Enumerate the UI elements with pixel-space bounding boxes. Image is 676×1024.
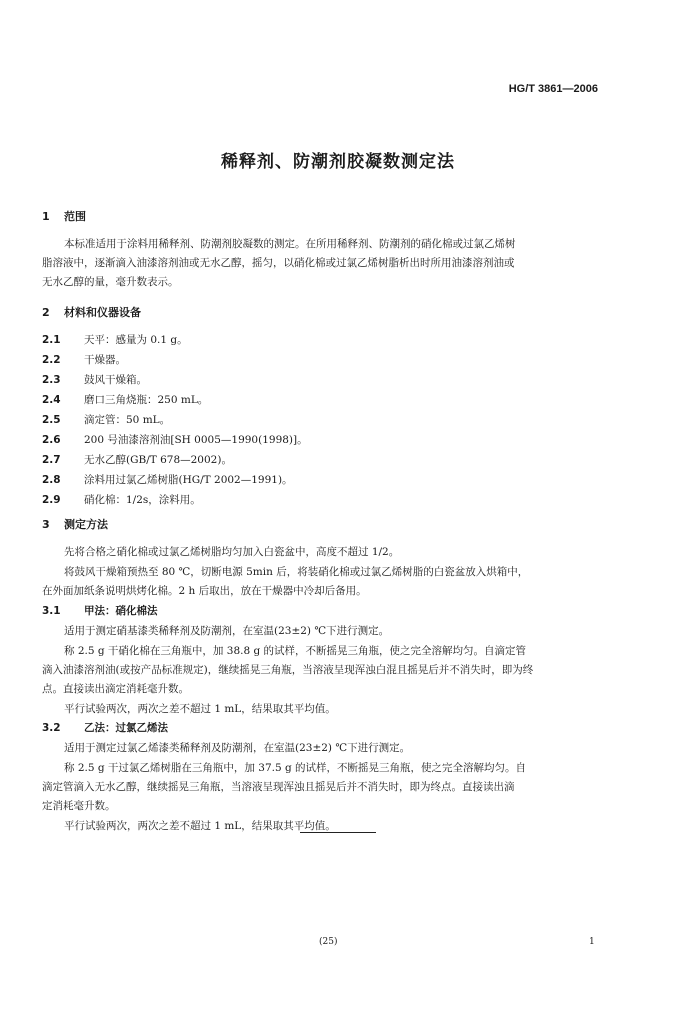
item-text: 干燥器。 [84, 354, 126, 366]
item-number: 2.1 [42, 334, 61, 346]
subsection-3-1-heading [42, 603, 158, 618]
list-item [42, 492, 201, 507]
subsection-3-2-heading [42, 720, 168, 735]
section-title: 测定方法 [64, 518, 108, 531]
list-item [42, 332, 188, 347]
item-number: 2.9 [42, 494, 61, 506]
item-number: 2.2 [42, 354, 61, 366]
item-number: 2.6 [42, 434, 61, 446]
section-number: 3 [42, 518, 50, 531]
item-text: 无水乙醇(GB/T 678—2002)。 [84, 454, 232, 466]
paragraph-line: 本标准适用于涂料用稀释剂、防潮剂胶凝数的测定。在所用稀释剂、防潮剂的硝化棉或过氯乙烯树 [64, 238, 516, 250]
list-item [42, 432, 308, 447]
standard-number: HG/T 3861—2006 [508, 83, 598, 95]
item-text: 滴定管：50 mL。 [84, 414, 171, 426]
item-number: 2.5 [42, 414, 61, 426]
paragraph-line: 滴定管滴入无水乙醇，继续摇晃三角瓶，当溶液呈现浑浊且摇晃后并不消失时，即为终点。直接读出滴 [42, 781, 515, 793]
section-number: 1 [42, 210, 50, 223]
subsection-title: 甲法：硝化棉法 [84, 605, 158, 617]
paragraph-line: 适用于测定过氯乙烯漆类稀释剂及防潮剂，在室温(23±2) ℃下进行测定。 [64, 742, 411, 754]
subsection-title: 乙法：过氯乙烯法 [84, 722, 168, 734]
item-number: 2.7 [42, 454, 61, 466]
item-text: 200 号油漆溶剂油[SH 0005—1990(1998)]。 [84, 434, 308, 446]
list-item [42, 452, 232, 467]
paragraph-line: 适用于测定硝基漆类稀释剂及防潮剂，在室温(23±2) ℃下进行测定。 [64, 625, 390, 637]
paragraph-line: 将鼓风干燥箱预热至 80 ℃，切断电源 5min 后，将装硝化棉或过氯乙烯树脂的白瓷盆放入烘箱中， [64, 566, 529, 578]
section-title: 材料和仪器设备 [64, 306, 141, 319]
paragraph-line: 定消耗毫升数。 [42, 800, 116, 812]
list-item [42, 352, 126, 367]
section-number: 2 [42, 306, 50, 319]
subsection-number: 3.1 [42, 605, 61, 617]
item-text: 硝化棉：1/2s，涂料用。 [84, 494, 201, 506]
paragraph-line: 平行试验两次，两次之差不超过 1 mL，结果取其平均值。 [64, 820, 336, 832]
item-number: 2.8 [42, 474, 61, 486]
paragraph-line: 滴入油漆溶剂油(或按产品标准规定)，继续摇晃三角瓶，当溶液呈现浑浊白混且摇晃后并不消失时，即为终 [42, 664, 534, 676]
list-item [42, 472, 293, 487]
item-number: 2.4 [42, 394, 61, 406]
section-2-heading [42, 304, 141, 320]
footer-code: (25) [319, 937, 338, 947]
paragraph-line: 称 2.5 g 干过氯乙烯树脂在三角瓶中，加 37.5 g 的试样，不断摇晃三角瓶，使之完全溶解均匀。自 [64, 762, 527, 774]
paragraph-line: 称 2.5 g 干硝化棉在三角瓶中，加 38.8 g 的试样，不断摇晃三角瓶，使之完全溶解均匀。自滴定管 [64, 645, 527, 657]
paragraph-line: 在外面加纸条说明烘烤化棉。2 h 后取出，放在干燥器中冷却后备用。 [42, 585, 367, 597]
list-item [42, 412, 170, 427]
item-text: 鼓风干燥箱。 [84, 374, 147, 386]
paragraph-line: 先将合格之硝化棉或过氯乙烯树脂均匀加入白瓷盆中，高度不超过 1/2。 [64, 546, 400, 558]
paragraph-line: 脂溶液中，逐渐滴入油漆溶剂油或无水乙醇，摇匀，以硝化棉或过氯乙烯树脂析出时所用油漆溶剂油或 [42, 257, 515, 269]
item-text: 磨口三角烧瓶：250 mL。 [84, 394, 209, 406]
paragraph-line: 平行试验两次，两次之差不超过 1 mL，结果取其平均值。 [64, 703, 336, 715]
item-text: 涂料用过氯乙烯树脂(HG/T 2002—1991)。 [84, 474, 293, 486]
page-number: 1 [589, 937, 595, 947]
paragraph-line: 无水乙醇的量，毫升数表示。 [42, 276, 179, 288]
list-item [42, 392, 208, 407]
section-3-heading [42, 516, 108, 532]
item-text: 天平：感量为 0.1 g。 [84, 334, 188, 346]
list-item [42, 372, 147, 387]
end-rule [300, 832, 376, 833]
section-1-heading [42, 208, 86, 224]
subsection-number: 3.2 [42, 722, 61, 734]
item-number: 2.3 [42, 374, 61, 386]
page-title: 稀释剂、防潮剂胶凝数测定法 [221, 152, 455, 172]
paragraph-line: 点。直接读出滴定消耗毫升数。 [42, 683, 189, 695]
section-title: 范围 [64, 210, 86, 223]
